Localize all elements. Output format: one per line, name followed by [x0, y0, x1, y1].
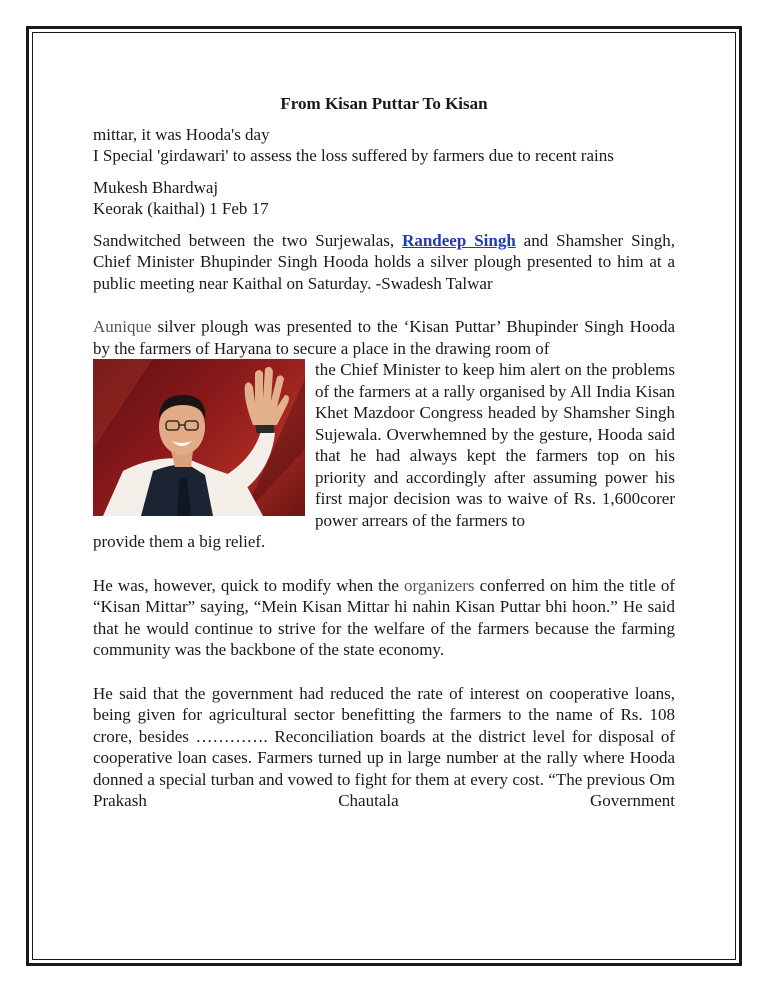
caption-text-after: and Shamsher Singh, Chief Minister Bhupinder Singh Hooda holds a silver plough presented to him at a public meeting near Kaithal on Saturday. -Swadesh Talwar	[93, 230, 675, 293]
subtitle-line-2: I Special 'girdawari' to assess the loss suffered by farmers due to recent rains	[93, 146, 614, 165]
spacer	[93, 304, 675, 316]
paragraph-2	[93, 575, 675, 661]
spacer	[93, 671, 675, 683]
paragraph-1-intro: silver plough was presented to the ‘Kisan Puttar’ Bhupinder Singh Hooda by the farmers of Haryana to secure a place in the drawing room of	[93, 317, 675, 358]
paragraph-2-organizers: organizers	[404, 575, 475, 595]
spacer	[93, 563, 675, 575]
person-waving-image	[93, 359, 305, 516]
paragraph-1	[93, 316, 675, 359]
paragraph-1-intro-word: Aunique	[93, 317, 152, 336]
paragraph-1-wrap	[93, 359, 675, 531]
randeep-singh-link[interactable]: Randeep Singh	[402, 230, 516, 250]
article	[93, 93, 675, 822]
subtitle-line-1: mittar, it was Hooda's day	[93, 124, 270, 144]
author-name: Mukesh Bhardwaj	[93, 177, 219, 197]
hooda-photo	[93, 359, 305, 516]
paragraph-1-tail: provide them a big relief.	[93, 532, 266, 551]
dateline: Keorak (kaithal) 1 Feb 17	[93, 199, 269, 218]
photo-caption	[93, 230, 675, 295]
paragraph-1-wrapped-text: the Chief Minister to keep him alert on the problems of the farmers at a rally organised by All India Kisan Khet Mazdoor Congress headed by Shamsher Singh Sujewala. Overwhemned by the gesture, Hooda said that he had always kept the farmers top on his priority and accordingly after assuming power his first major decision was to waive of Rs. 1,600corer power arrears of the farmers to	[315, 360, 675, 530]
paragraph-2-part-a: He was, however, quick to modify when the	[93, 575, 405, 595]
article-subtitle	[93, 124, 675, 167]
caption-text-before: Sandwitched between the two Surjewalas,	[93, 230, 403, 250]
paragraph-3: He said that the government had reduced the rate of interest on cooperative loans, being given for agricultural sector benefitting the farmers to the name of Rs. 108 crore, besides …………. Reconciliation boards at the district level for disposal of cooperative loan cases. Farmers turned up in large number at the rally where Hooda donned a special turban and vowed to fight for them at every cost. “The previous Om Prakash Chautala Government	[93, 683, 675, 810]
article-title: From Kisan Puttar To Kisan	[280, 94, 488, 113]
byline	[93, 177, 675, 220]
paragraph-2-part-c: conferred on him the title of “Kisan Mittar” saying, “Mein Kisan Mittar hi nahin Kisan Puttar bhi hoon.” He said that he would continue to strive for the welfare of the farmers because the farming community was the backbone of the state economy.	[93, 575, 675, 659]
